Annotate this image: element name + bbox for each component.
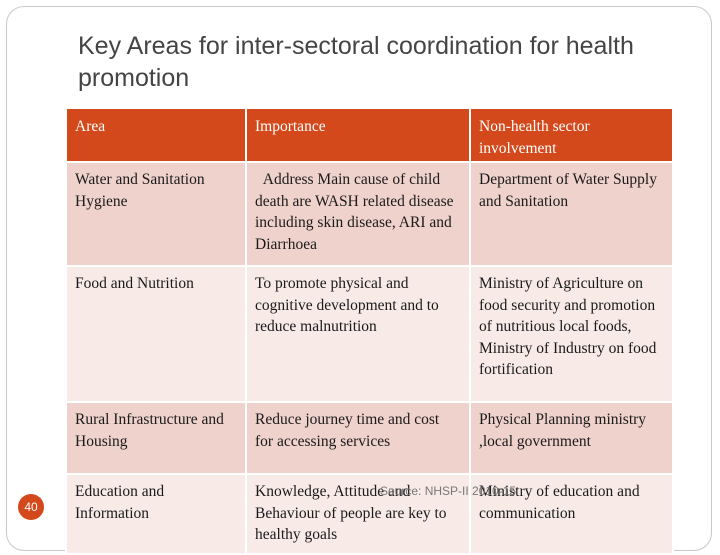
header-area: Area [66, 108, 246, 162]
cell-importance: Knowledge, Attitude and Behaviour of people are key to healthy goals [246, 474, 470, 554]
cell-area: Rural Infrastructure and Housing [66, 402, 246, 474]
table-row [66, 266, 673, 402]
table-row [66, 162, 673, 266]
coordination-table [65, 107, 674, 555]
table-row [66, 402, 673, 474]
cell-area: Education and Information [66, 474, 246, 554]
cell-sector: Department of Water Supply and Sanitation [470, 162, 673, 266]
header-non-health-sector: Non-health sector involvement [470, 108, 673, 162]
table-row [66, 474, 673, 554]
cell-importance: Reduce journey time and cost for accessing services [246, 402, 470, 474]
table-header-row [66, 108, 673, 162]
cell-sector: Ministry of Agriculture on food security and promotion of nutritious local foods, Ministry of Industry on food fortification [470, 266, 673, 402]
header-importance: Importance [246, 108, 470, 162]
cell-importance: Address Main cause of child death are WASH related disease including skin disease, ARI and Diarrhoea [246, 162, 470, 266]
cell-area: Food and Nutrition [66, 266, 246, 402]
cell-area: Water and Sanitation Hygiene [66, 162, 246, 266]
cell-sector: Ministry of education and communication [470, 474, 673, 554]
page-number-badge: 40 [18, 494, 44, 520]
slide-title: Key Areas for inter-sectoral coordination for health promotion [78, 32, 634, 92]
source-caption: Source: NHSP-II 2010-15 [380, 484, 517, 498]
cell-sector: Physical Planning ministry ,local government [470, 402, 673, 474]
cell-importance: To promote physical and cognitive development and to reduce malnutrition [246, 266, 470, 402]
